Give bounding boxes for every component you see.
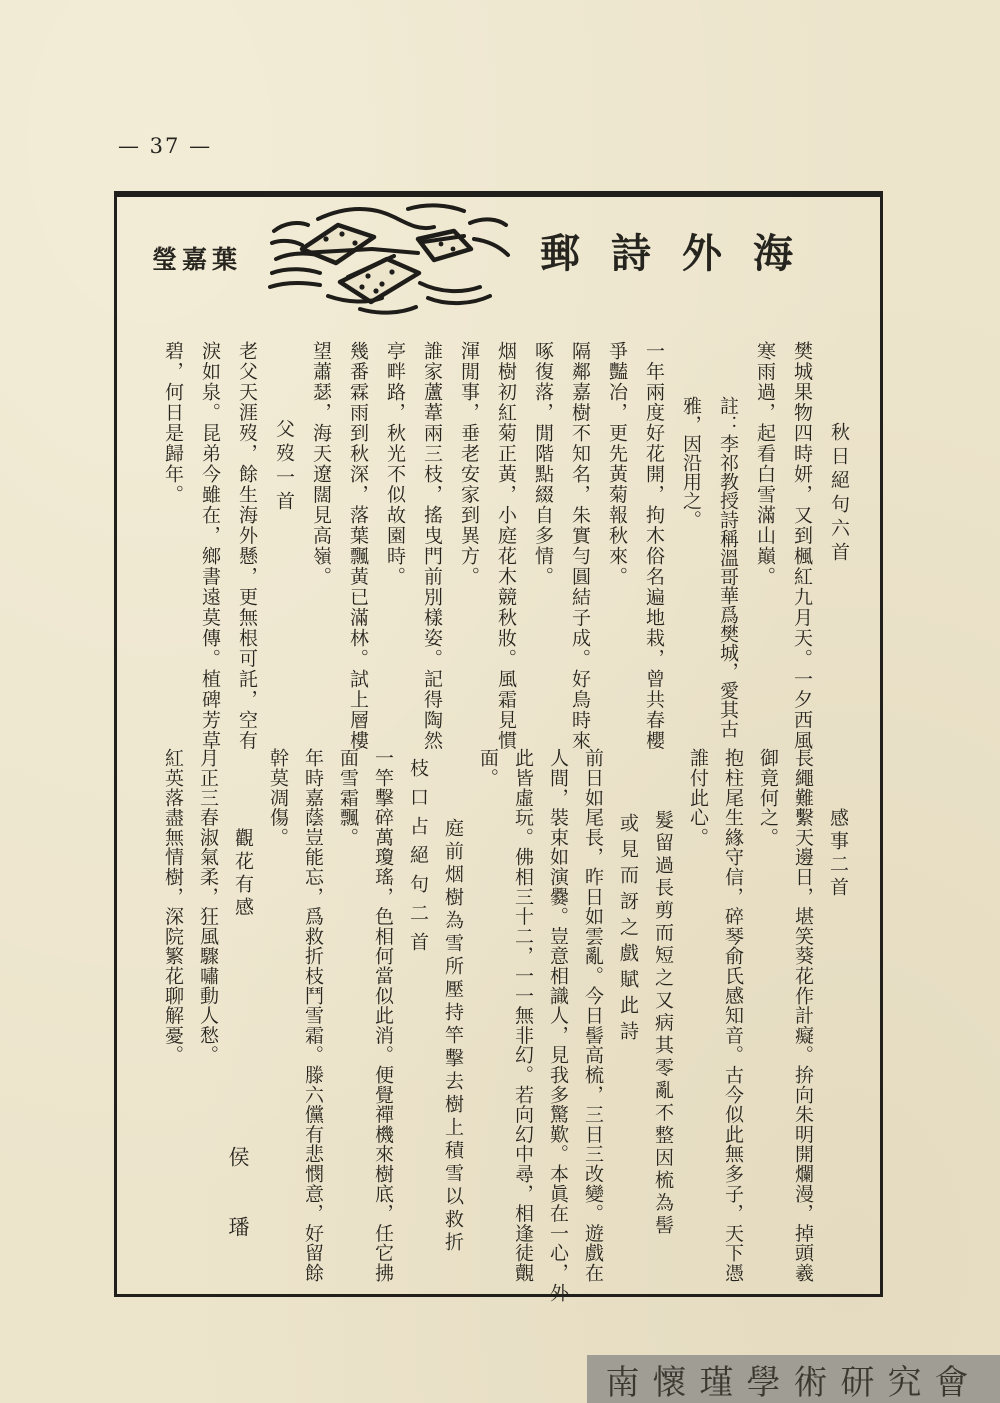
poem-line-column: 樊城果物四時妍，又到楓紅九月天。一夕西風 <box>791 341 813 751</box>
poem-line-column: 淚如泉。昆弟今雖在，鄉書遠莫傳。植碑芳草 <box>199 341 221 751</box>
section-heading-reflections: 感事二首 <box>827 808 849 900</box>
poem-line-column: 碧，何日是歸年。 <box>162 341 184 505</box>
poem-line-column: 幹莫凋傷。 <box>267 748 289 847</box>
poem-line-column: 人間，裝束如演爨。豈意相識人，見我多驚歎。本眞在一心，外 <box>547 748 569 1303</box>
section-heading-viewing-flowers: 觀花有感 <box>232 828 254 920</box>
poem-line-column: 面雪霜飄。 <box>337 748 359 847</box>
poem-line-column: 此皆虛玩。佛相三十二，一一無非幻。若向幻中尋，相逢徒覿 <box>512 748 534 1283</box>
poem-note-column: 雅，因沿用之。 <box>680 396 702 529</box>
poem-line-column: 誰家蘆葦兩三枝，搖曳門前別樣姿。記得陶然 <box>421 341 443 751</box>
poem-subtitle-column: 枝口占絕句二首 <box>407 758 429 961</box>
poem-line-column: 寒雨過，起看白雪滿山巔。 <box>754 341 776 587</box>
poem-line-column: 幾番霖雨到秋深，落葉飄黃已滿林。試上層樓 <box>347 341 369 751</box>
poem-subtitle-column: 庭前烟樹為雪所壓持竿擊去樹上積雪以救折 <box>442 818 464 1255</box>
poem-line-column: 渾閒事，垂老安家到異方。 <box>458 341 480 587</box>
poem-line-column: 隔鄰嘉樹不知名，朱實勻圓結子成。好鳥時來 <box>569 341 591 751</box>
poem-line-column: 前日如尾長，昨日如雲亂。今日髻高梳，三日三改變。遊戲在 <box>582 748 604 1283</box>
poem-line-column: 長繩難繫天邊日，堪笑葵花作計癡。拚向朱明開爛漫，掉頭羲 <box>792 748 814 1283</box>
watermark-text: 南懷瑾學術研究會 <box>605 1362 982 1403</box>
poem-subtitle-column: 或見而訝之戲賦此詩 <box>617 813 639 1047</box>
poem-line-column: 抱柱尾生緣守信，碎琴俞氏感知音。古今似此無多子，天下憑 <box>722 748 744 1283</box>
poem-line-column: 一年兩度好花開，拘木俗名遍地栽，曾共春櫻 <box>643 341 665 751</box>
poem-line-column: 老父天涯歿，餘生海外懸，更無根可託，空有 <box>236 341 258 751</box>
poem-subtitle-column: 髮留過長剪而短之又病其零亂不整因梳為髻 <box>652 810 674 1238</box>
watermark-band <box>587 1355 1000 1403</box>
author-signature: 侯 璠 <box>226 1146 250 1251</box>
envelopes-on-waves-illustration <box>268 197 516 317</box>
poem-line-column: 望蕭瑟，海天遼闊見高嶺。 <box>310 341 332 587</box>
page-number: — 37 — <box>118 134 213 158</box>
poem-line-column: 爭豔冶，更先黃菊報秋來。 <box>606 341 628 587</box>
poem-line-column: 誰付此心。 <box>687 748 709 847</box>
poem-line-column: 烟樹初紅菊正黃，小庭花木競秋妝。風霜見慣 <box>495 341 517 751</box>
poem-block-reflections <box>155 748 855 1303</box>
poem-line-column: 月正三春淑氣柔，狂風驟嘯動人愁。 <box>197 748 219 1065</box>
section-heading-father-elegy: 父歿一首 <box>273 419 295 515</box>
poem-line-column: 面。 <box>477 748 499 788</box>
poem-line-column: 啄復落，閒階點綴自多情。 <box>532 341 554 587</box>
poem-block-autumn <box>153 341 857 751</box>
poem-line-column: 一竿擊碎萬瓊瑤，色相何當似此消。便覺禪機來樹底，任它拂 <box>372 748 394 1283</box>
masthead-title: 郵詩外海 <box>540 230 824 277</box>
author-name: 瑩嘉葉 <box>152 245 243 274</box>
poem-line-column: 御竟何之。 <box>757 748 779 847</box>
section-heading-autumn-quatrains: 秋日絕句六首 <box>828 422 850 566</box>
poem-line-column: 年時嘉蔭豈能忘，爲救折枝鬥雪霜。滕六儻有悲憫意，好留餘 <box>302 748 324 1283</box>
poem-line-column: 紅英落盡無情樹，深院繁花聊解憂。 <box>162 748 184 1065</box>
poem-note-column: 註：李祁教授詩稱溫哥華爲樊城，愛其古 <box>717 396 739 738</box>
poem-line-column: 亭畔路，秋光不似故園時。 <box>384 341 406 587</box>
